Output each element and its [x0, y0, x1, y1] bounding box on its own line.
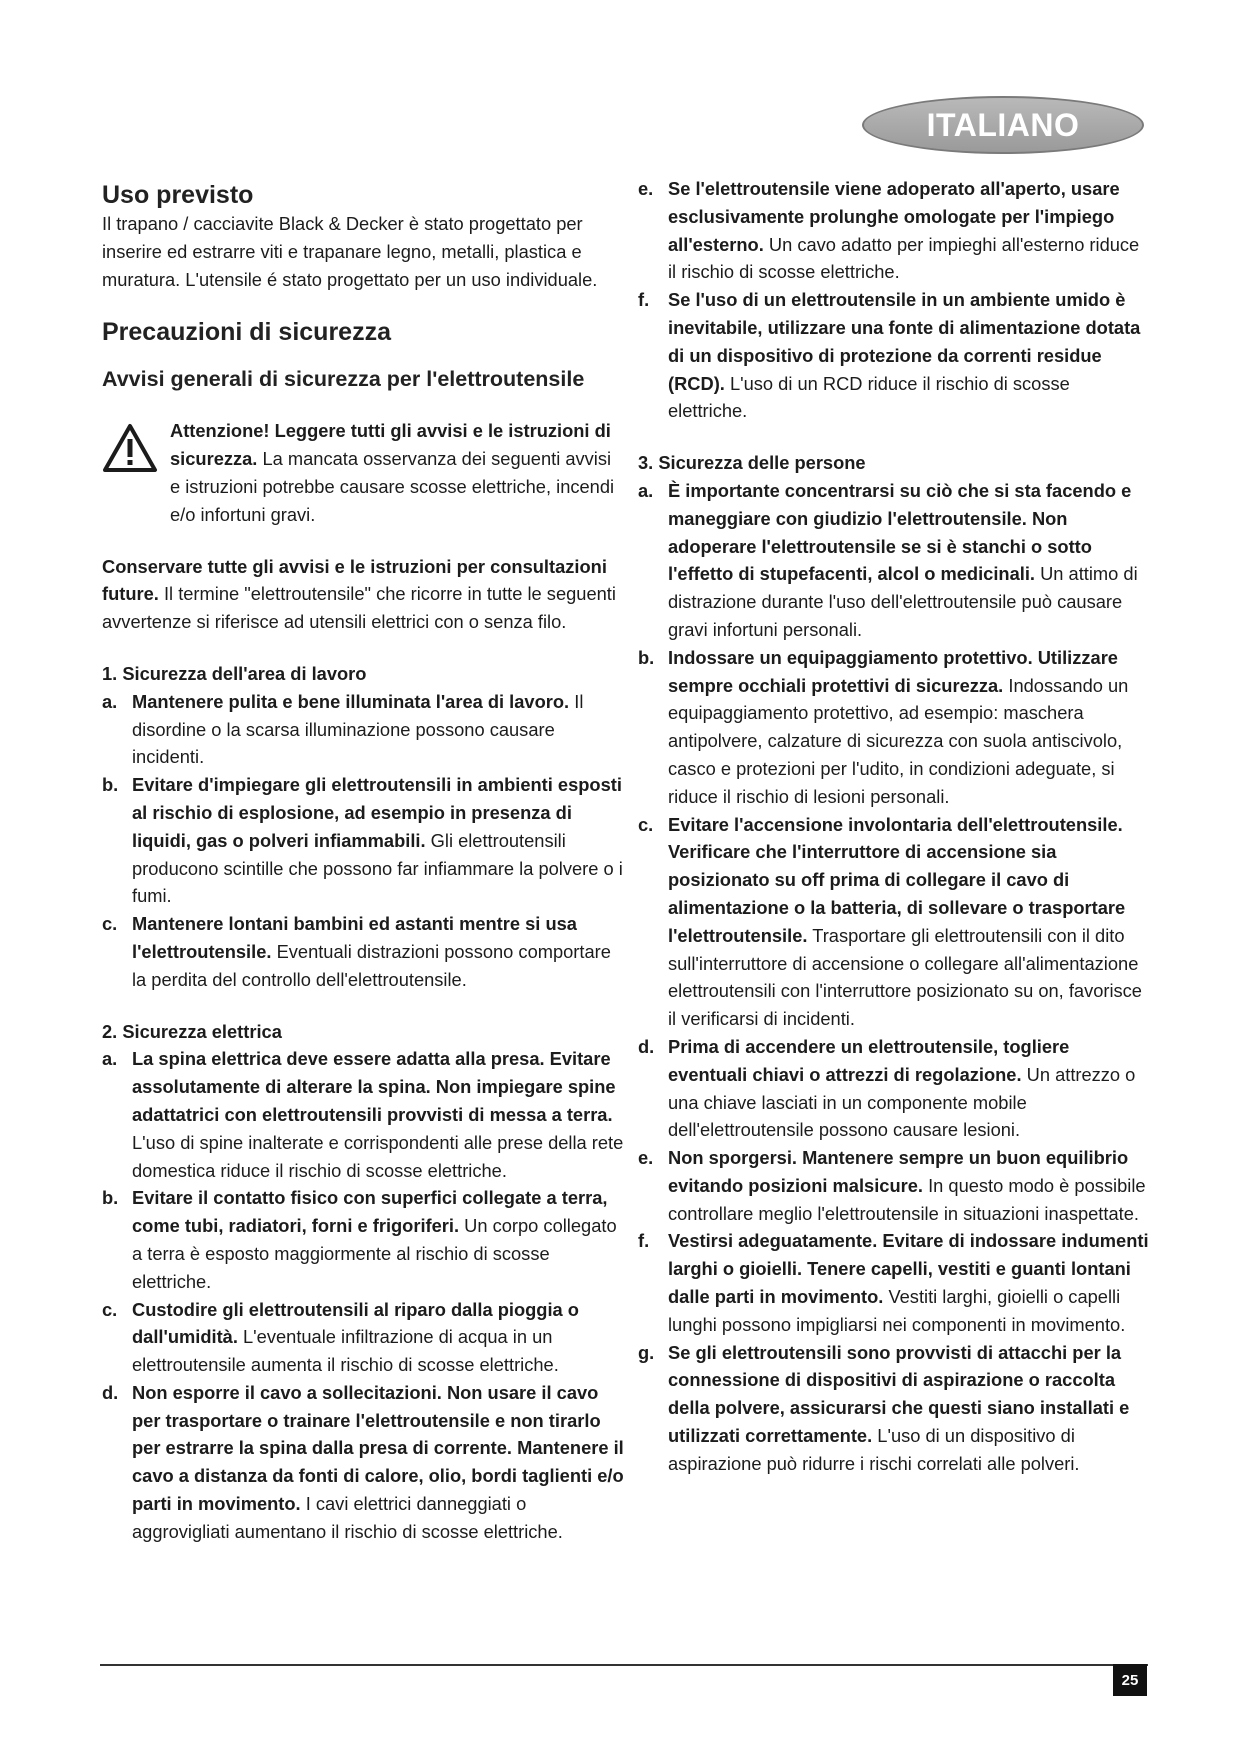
- list-item: e. Non sporgersi. Mantenere sempre un buon equilibrio evitando posizioni malsicure. In questo modo è possibile controllare meglio l'elettroutensile in situazioni inaspettate.: [638, 1147, 1146, 1224]
- warning-bold: Attenzione! Leggere tutti gli avvisi e le istruzioni di sicurezza.: [170, 420, 611, 470]
- list-item: g. Se gli elettroutensili sono provvisti di attacchi per la connessione di dispositivi di aspirazione o raccolta della polvere, assicurarsi che questi siano installati e utilizzati correttamente. L'uso di un dispositivo di aspirazione può ridurre i rischi correlati alle polveri.: [638, 1341, 1130, 1474]
- list-item: c. Custodire gli elettroutensili al riparo dalla pioggia o dall'umidità. L'eventuale infiltrazione di acqua in un elettroutensile aumenta il rischio di scosse elettriche.: [102, 1298, 579, 1376]
- list-item: a. È importante concentrarsi su ciò che si sta facendo e maneggiare con giudizio l'elettroutensile. Non adoperare l'elettroutensile se si è stanchi o sotto l'effetto di stupefacenti, alcol o medicinali. Un attimo di distrazione durante l'uso dell'elettroutensile può causare gravi infortuni personali.: [638, 479, 1138, 640]
- s2-title: 2. Sicurezza elettrica: [102, 1020, 282, 1042]
- warning-triangle-icon: [102, 423, 158, 473]
- subsection-title-avvisi: Avvisi generali di sicurezza per l'elettroutensile: [102, 367, 585, 392]
- list-item: d. Prima di accendere un elettroutensile, togliere eventuali chiavi o attrezzi di regolazione. Un attrezzo o una chiave lasciati in un componente mobile dell'elettroutensile possono causare lesioni.: [638, 1035, 1136, 1141]
- s1-title: 1. Sicurezza dell'area di lavoro: [102, 662, 367, 684]
- list-item: f. Vestirsi adeguatamente. Evitare di indossare indumenti larghi o gioielli. Tenere capelli, vestiti e guanti lontani dalle parti in movimento. Vestiti larghi, gioielli o capelli lunghi possono impigliarsi nei componenti in movimento.: [638, 1230, 1149, 1335]
- list-item: c. Mantenere lontani bambini ed astanti mentre si usa l'elettroutensile. Eventuali distrazioni possono comportare la perdita del controllo dell'elettroutensile.: [102, 913, 611, 990]
- list-item: f. Se l'uso di un elettroutensile in un ambiente umido è inevitabile, utilizzare una fonte di alimentazione dotata di un dispositivo di protezione da correnti residue (RCD). L'uso di un RCD riduce il rischio di scosse elettriche.: [638, 289, 1141, 422]
- list-item: a. Mantenere pulita e bene illuminata l'area di lavoro. Il disordine o la scarsa illuminazione possono causare incidenti.: [102, 690, 584, 768]
- footer-rule: [100, 1664, 1148, 1666]
- left-column: [102, 180, 624, 1546]
- page-number: 25: [1113, 1664, 1147, 1696]
- warning-block: [102, 417, 624, 528]
- list-item: a. La spina elettrica deve essere adatta alla presa. Evitare assolutamente di alterare la spina. Non impiegare spine adattatrici con elettroutensili provvisti di messa a terra. L'uso di spine inalterate e corrispondenti alle prese della rete domestica riduce il rischio di scosse elettriche.: [102, 1048, 624, 1181]
- section-title-uso-previsto: Uso previsto: [102, 181, 254, 209]
- right-column: [638, 175, 1150, 1478]
- list-item: b. Evitare d'impiegare gli elettroutensili in ambienti esposti al rischio di esplosione, ad esempio in presenza di liquidi, gas o polveri infiammabili. Gli elettroutensili producono scintille che possono far infiammare la polvere o i fumi.: [102, 774, 623, 907]
- conservare-bold: Conservare tutte gli avvisi e le istruzioni per consultazioni future.: [102, 555, 607, 605]
- conservare-text: Il termine "elettroutensile" che ricorre in tutte le seguenti avvertenze si riferisce ad utensili elettrici con o senza filo.: [102, 583, 616, 633]
- list-item: e. Se l'elettroutensile viene adoperato all'aperto, usare esclusivamente prolunghe omologate per l'impiego all'esterno. Un cavo adatto per impieghi all'esterno riduce il rischio di scosse elettriche.: [638, 178, 1140, 283]
- section-title-precauzioni: Precauzioni di sicurezza: [102, 318, 391, 347]
- language-badge: ITALIANO: [862, 96, 1144, 154]
- conservare-paragraph: [102, 553, 624, 636]
- list-item: d. Non esporre il cavo a sollecitazioni. Non usare il cavo per trasportare o trainare l'elettroutensile e non tirarlo per estrarre la spina dalla presa di corrente. Mantenere il cavo a distanza da fonti di calore, olio, bordi taglienti e/o parti in movimento. I cavi elettrici danneggiati o aggrovigliati aumentano il rischio di scosse elettriche.: [102, 1381, 624, 1542]
- list-item: b. Indossare un equipaggiamento protettivo. Utilizzare sempre occhiali protettivi di sicurezza. Indossando un equipaggiamento protettivo, ad esempio: maschera antipolvere, calzature di sicurezza con suola antiscivolo, casco e protezioni per l'udito, in condizioni adeguate, si riduce il rischio di lesioni personali.: [638, 646, 1129, 807]
- list-item: b. Evitare il contatto fisico con superfici collegate a terra, come tubi, radiatori, forni e frigoriferi. Un corpo collegato a terra è esposto maggiormente al rischio di scosse elettriche.: [102, 1187, 617, 1292]
- s3-title: 3. Sicurezza delle persone: [638, 452, 866, 474]
- warning-text: La mancata osservanza dei seguenti avvisi e istruzioni potrebbe causare scosse elettriche, incendi e/o infortuni gravi.: [170, 448, 615, 525]
- list-item: c. Evitare l'accensione involontaria dell'elettroutensile. Verificare che l'interruttore di accensione sia posizionato su off prima di collegare il cavo di alimentazione o la batteria, di sollevare o trasportare l'elettroutensile. Trasportare gli elettroutensili con il dito sull'interruttore di accensione o collegare all'alimentazione elettroutensili con l'interruttore posizionato su on, favorisce il verificarsi di incidenti.: [638, 813, 1142, 1030]
- uso-previsto-text: Il trapano / cacciavite Black & Decker è stato progettato per inserire ed estrarre viti e trapanare legno, metalli, plastica e muratura. L'utensile é stato progettato per un uso individuale.: [102, 213, 598, 290]
